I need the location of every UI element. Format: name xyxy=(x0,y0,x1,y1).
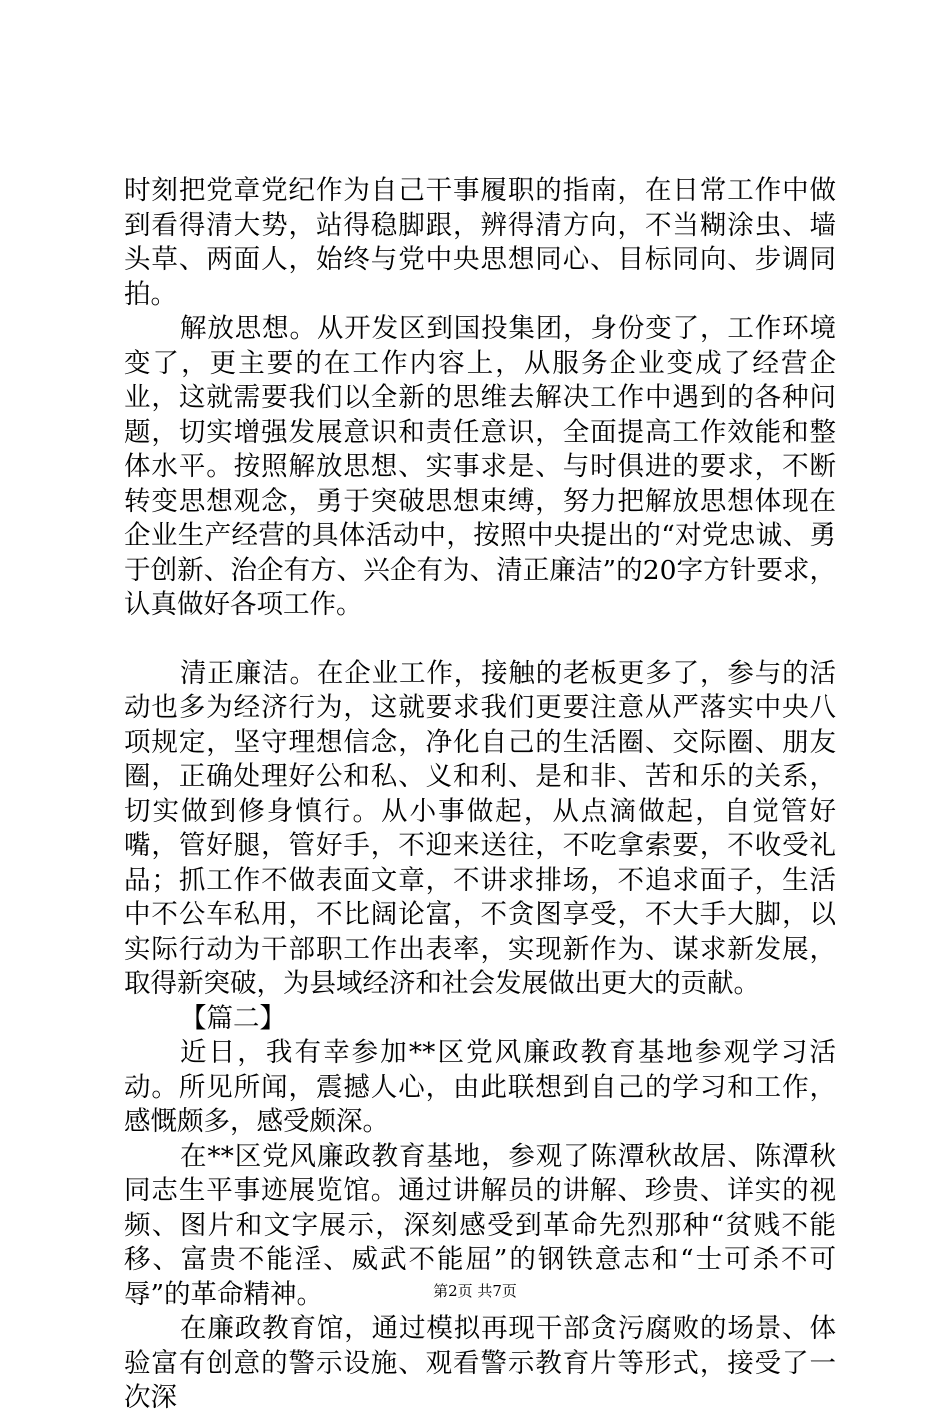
section-heading-pian-er: 【篇二】 xyxy=(180,1002,286,1034)
paragraph-jiaoyu-jidi: 在**区党风廉政教育基地，参观了陈潭秋故居、陈潭秋同志生平事迹展览馆。通过讲解员的讲解、珍贵、详实的视频、图片和文字展示，深刻感受到革命先烈那种“贫贱不能移、富贵不能淫、威武不能屈”的钢铁意志和“士可杀不可辱”的革命精神。 xyxy=(124,1140,836,1310)
paragraph-lianzheng-jiaoyuguan: 在廉政教育馆，通过模拟再现干部贪污腐败的场景、体验富有创意的警示设施、观看警示教育片等形式，接受了一次深 xyxy=(124,1313,836,1413)
paragraph-1: 时刻把党章党纪作为自己干事履职的指南，在日常工作中做到看得清大势，站得稳脚跟，辨得清方向，不当糊涂虫、墙头草、两面人，始终与党中央思想同心、目标同向、步调同拍。 xyxy=(124,175,836,310)
document-body xyxy=(124,174,836,1416)
page-number-footer: 第2页 共7页 xyxy=(433,1282,517,1300)
paragraph-qingzheng-lianjie: 清正廉洁。在企业工作，接触的老板更多了，参与的活动也多为经济行为，这就要求我们更要注意从严落实中央八项规定，坚守理想信念，净化自己的生活圈、交际圈、朋友圈，正确处理好公和私、义和利、是和非、苦和乐的关系，切实做到修身慎行。从小事做起，从点滴做起，自觉管好嘴，管好腿，管好手，不迎来送往，不吃拿索要，不收受礼品；抓工作不做表面文章，不讲求排场，不追求面子，生活中不公车私用，不比阔论富，不贪图享受，不大手大脚，以实际行动为干部职工作出表率，实现新作为、谋求新发展，取得新突破，为县域经济和社会发展做出更大的贡献。 xyxy=(124,657,836,999)
paragraph-canguan-xuexi: 近日，我有幸参加**区党风廉政教育基地参观学习活动。所见所闻，震撼人心，由此联想到自己的学习和工作，感慨颇多，感受颇深。 xyxy=(124,1037,836,1137)
paragraph-jiefang-sixiang: 解放思想。从开发区到国投集团，身份变了，工作环境变了，更主要的在工作内容上，从服务企业变成了经营企业，这就需要我们以全新的思维去解决工作中遇到的各种问题，切实增强发展意识和责任意识，全面提高工作效能和整体水平。按照解放思想、实事求是、与时俱进的要求，不断转变思想观念，勇于突破思想束缚，努力把解放思想体现在企业生产经营的具体活动中，按照中央提出的“对党忠诚、勇于创新、治企有方、兴企有为、清正廉洁”的20字方针要求，认真做好各项工作。 xyxy=(124,313,836,620)
